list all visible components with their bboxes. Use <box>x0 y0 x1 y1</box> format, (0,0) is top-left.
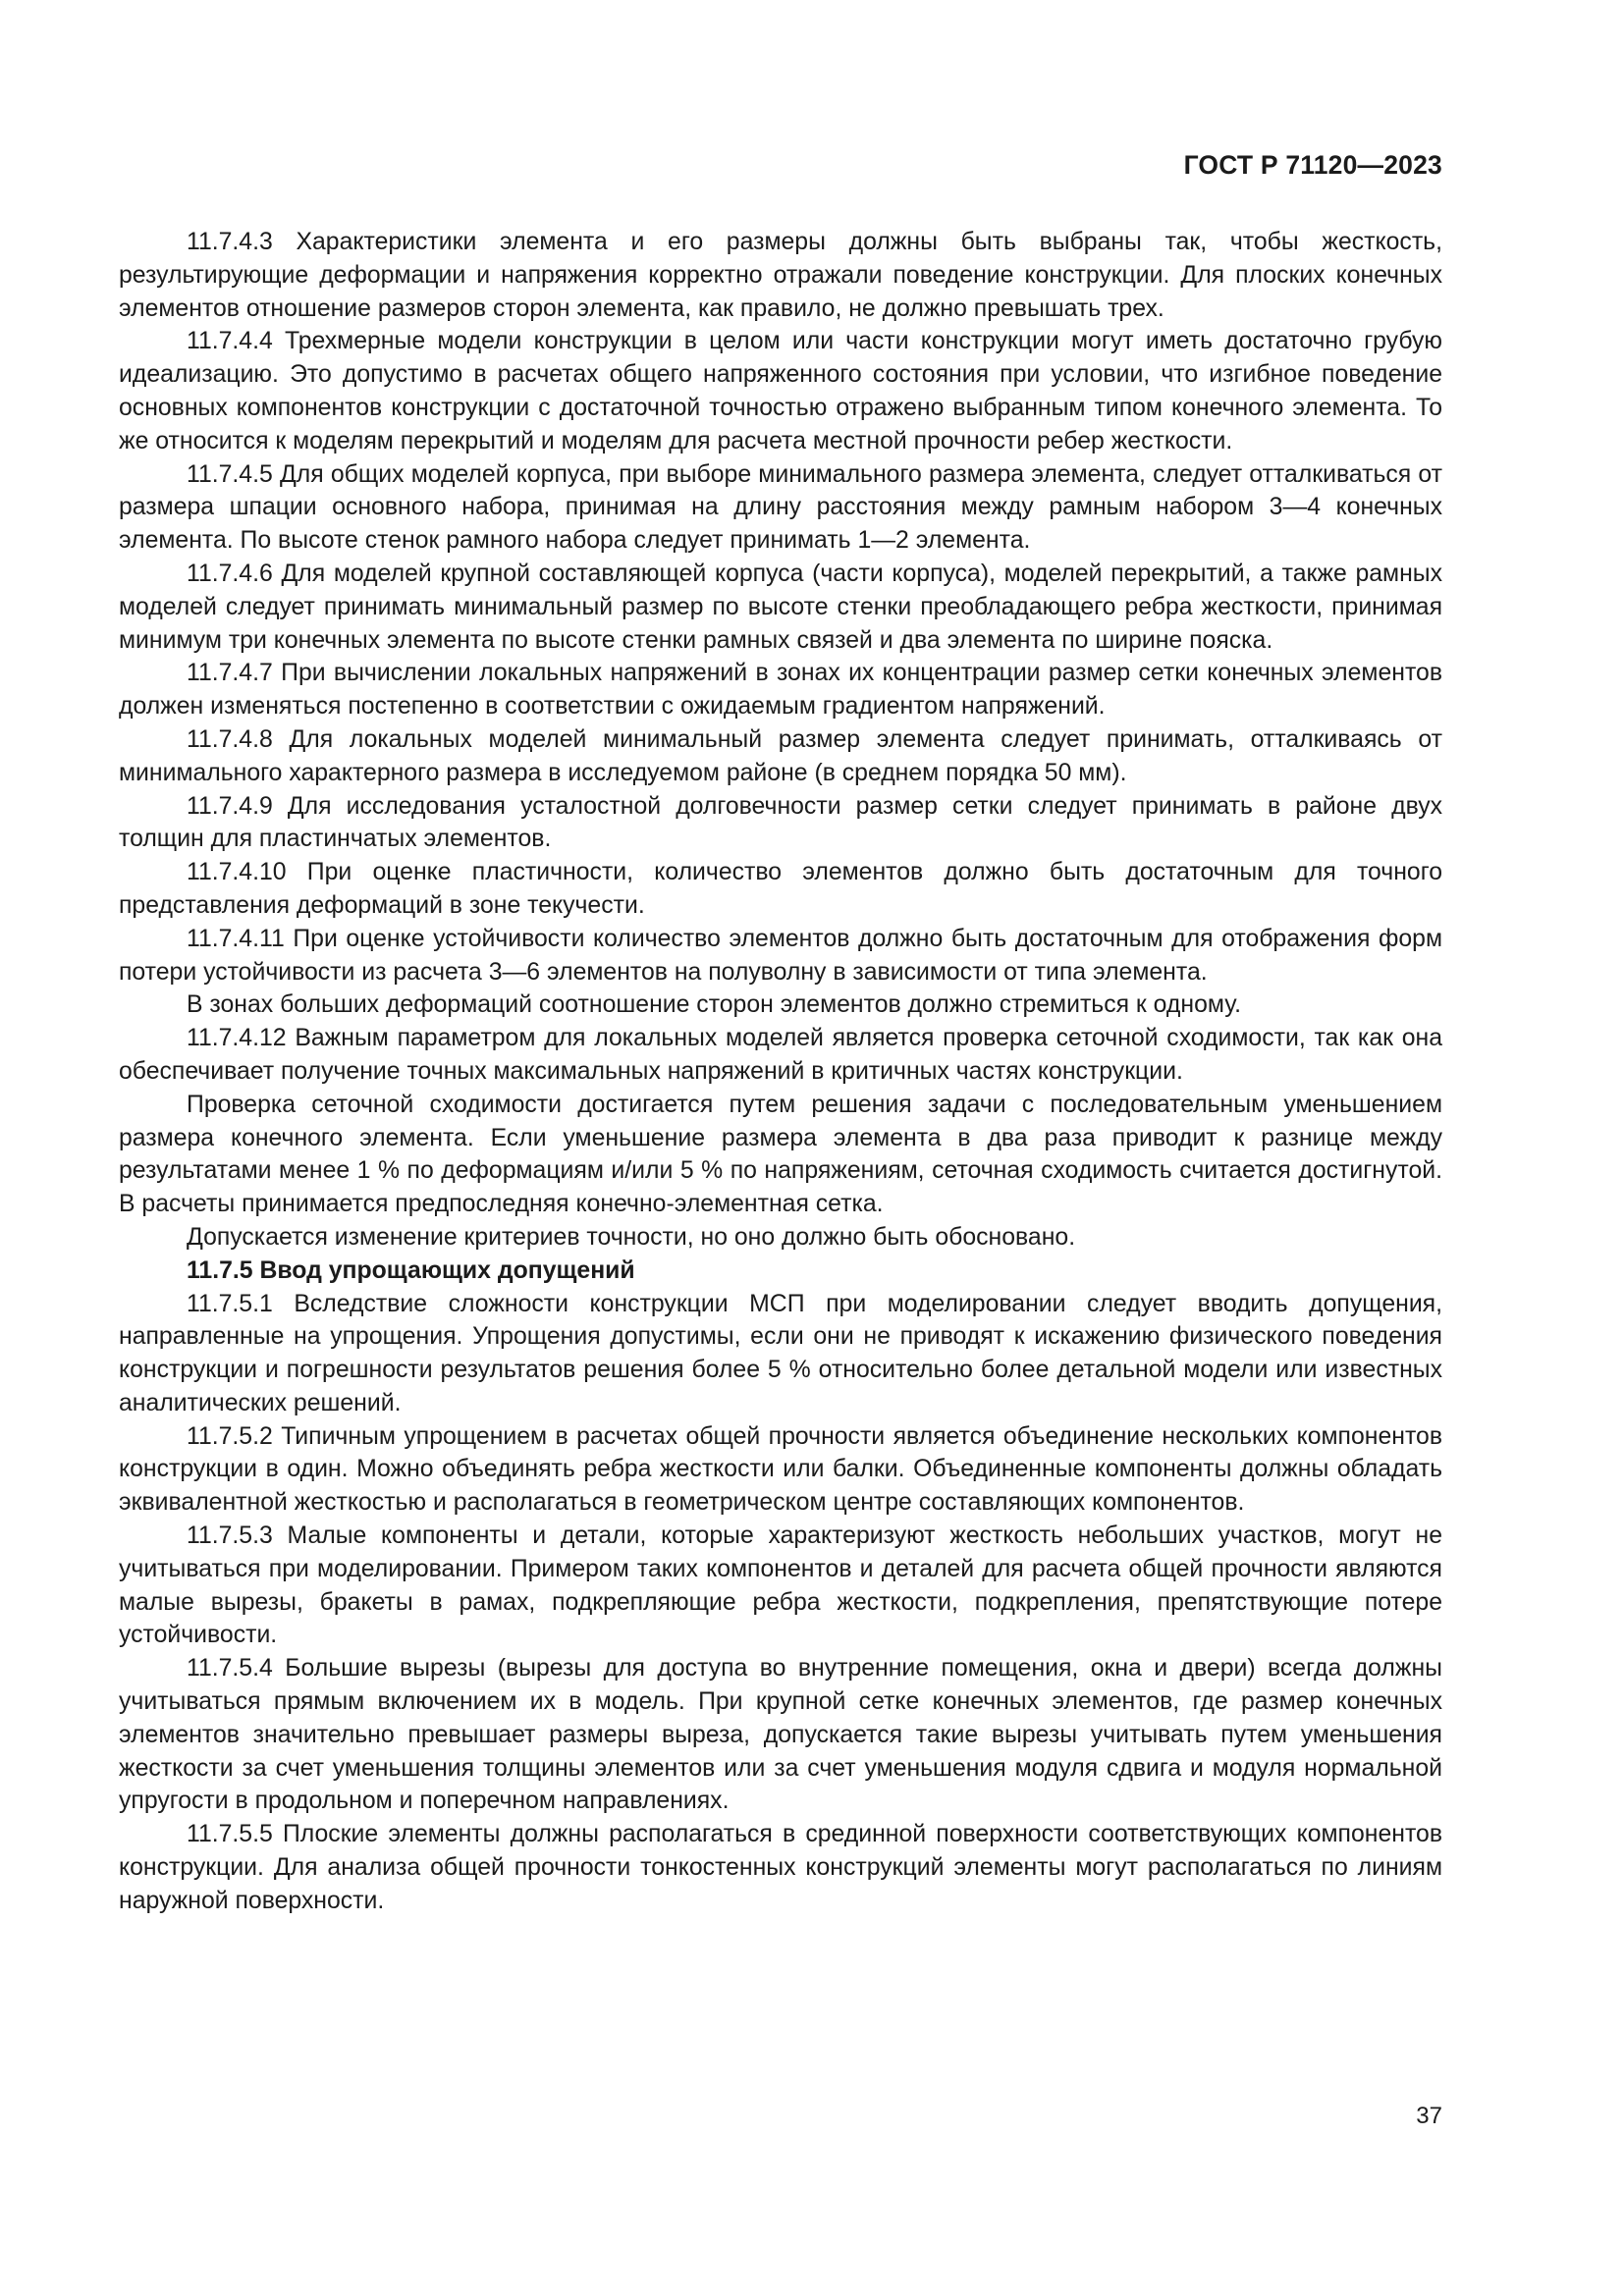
paragraph-11-7-4-5: 11.7.4.5 Для общих моделей корпуса, при выборе минимального размера элемента, следует отталкиваться от размера шпации основного набора, принимая на длину расстояния между рамным набором 3—4 конечных элемента. По высоте стенок рамного набора следует принимать 1—2 элемента. <box>119 460 1442 555</box>
paragraph-aspect-ratio-note: В зонах больших деформаций соотношение сторон элементов должно стремиться к одному. <box>187 991 1242 1019</box>
paragraph-11-7-5-4: 11.7.5.4 Большие вырезы (вырезы для доступа во внутренние помещения, окна и двери) всегда должны учитываться прямым включением их в модель. При крупной сетке конечных элементов, где размер конечных элементов значительно превышает размеры выреза, допускается такие вырезы учитывать путем уменьшения жесткости за счет уменьшения толщины элементов или за счет уменьшения модуля сдвига и модуля нормальной упругости в продольном и поперечном направлениях. <box>119 1655 1442 1815</box>
paragraph-11-7-4-10: 11.7.4.10 При оценке пластичности, количество элементов должно быть достаточным для точного представления деформаций в зоне текучести. <box>119 859 1442 919</box>
paragraph-11-7-5-2: 11.7.5.2 Типичным упрощением в расчетах общей прочности является объединение нескольких компонентов конструкции в один. Можно объединять ребра жесткости или балки. Объединенные компоненты должны обладать эквивалентной жесткостью и располагаться в геометрическом центре составляющих компонентов. <box>119 1422 1442 1517</box>
paragraph-11-7-4-8: 11.7.4.8 Для локальных моделей минимальный размер элемента следует принимать, отталкиваясь от минимального характерного размера в исследуемом районе (в среднем порядка 50 мм). <box>119 725 1442 786</box>
paragraph-accuracy-criteria: Допускается изменение критериев точности, но оно должно быть обосновано. <box>187 1223 1076 1251</box>
page-number: 37 <box>1416 2103 1442 2129</box>
section-heading-11-7-5: 11.7.5 Ввод упрощающих допущений <box>187 1256 635 1284</box>
paragraph-11-7-4-3: 11.7.4.3 Характеристики элемента и его размеры должны быть выбраны так, чтобы жесткость, результирующие деформации и напряжения корректно отражали поведение конструкции. Для плоских конечных элементов отношение размеров сторон элемента, как правило, не должно превышать трех. <box>119 229 1442 322</box>
paragraph-11-7-5-3: 11.7.5.3 Малые компоненты и детали, которые характеризуют жесткость небольших участков, могут не учитываться при моделировании. Примером таких компонентов и деталей для расчета общей прочности являются малые вырезы, бракеты в рамах, подкрепляющие ребра жесткости, подкрепления, препятствующие потере устойчивости. <box>119 1522 1442 1649</box>
paragraph-11-7-4-7: 11.7.4.7 При вычислении локальных напряжений в зонах их концентрации размер сетки конечных элементов должен изменяться постепенно в соответствии с ожидаемым градиентом напряжений. <box>119 660 1442 721</box>
paragraph-11-7-5-1: 11.7.5.1 Вследствие сложности конструкции МСП при моделировании следует вводить допущения, направленные на упрощения. Упрощения допустимы, если они не приводят к искажению физического поведения конструкции и погрешности результатов решения более 5 % относительно более детальной модели или известных аналитических решений. <box>119 1290 1442 1416</box>
paragraph-11-7-4-11: 11.7.4.11 При оценке устойчивости количество элементов должно быть достаточным для отображения форм потери устойчивости из расчета 3—6 элементов на полуволну в зависимости от типа элемента. <box>119 925 1442 986</box>
paragraph-11-7-4-6: 11.7.4.6 Для моделей крупной составляющей корпуса (части корпуса), моделей перекрытий, а также рамных моделей следует принимать минимальный размер по высоте стенки преобладающего ребра жесткости, принимая минимум три конечных элемента по высоте стенки рамных связей и два элемента по ширине пояска. <box>119 560 1442 654</box>
document-header: ГОСТ Р 71120—2023 <box>1183 150 1442 180</box>
document-body <box>119 226 1442 1918</box>
paragraph-mesh-convergence: Проверка сеточной сходимости достигается путем решения задачи с последовательным уменьшением размера конечного элемента. Если уменьшение размера элемента в два раза приводит к разнице между результатами менее 1 % по деформациям и/или 5 % по напряжениям, сеточная сходимость считается достигнутой. В расчеты принимается предпоследняя конечно-элементная сетка. <box>119 1091 1442 1218</box>
paragraph-11-7-4-12: 11.7.4.12 Важным параметром для локальных моделей является проверка сеточной сходимости, так как она обеспечивает получение точных максимальных напряжений в критичных частях конструкции. <box>119 1025 1442 1085</box>
paragraph-11-7-5-5: 11.7.5.5 Плоские элементы должны располагаться в срединной поверхности соответствующих компонентов конструкции. Для анализа общей прочности тонкостенных конструкций элементы могут располагаться по линиям наружной поверхности. <box>119 1821 1442 1914</box>
paragraph-11-7-4-9: 11.7.4.9 Для исследования усталостной долговечности размер сетки следует принимать в районе двух толщин для пластинчатых элементов. <box>119 792 1442 853</box>
paragraph-11-7-4-4: 11.7.4.4 Трехмерные модели конструкции в целом или части конструкции могут иметь достаточно грубую идеализацию. Это допустимо в расчетах общего напряженного состояния при условии, что изгибное поведение основных компонентов конструкции с достаточной точностью отражено выбранным типом конечного элемента. То же относится к моделям перекрытий и моделям для расчета местной прочности ребер жесткости. <box>119 328 1442 454</box>
